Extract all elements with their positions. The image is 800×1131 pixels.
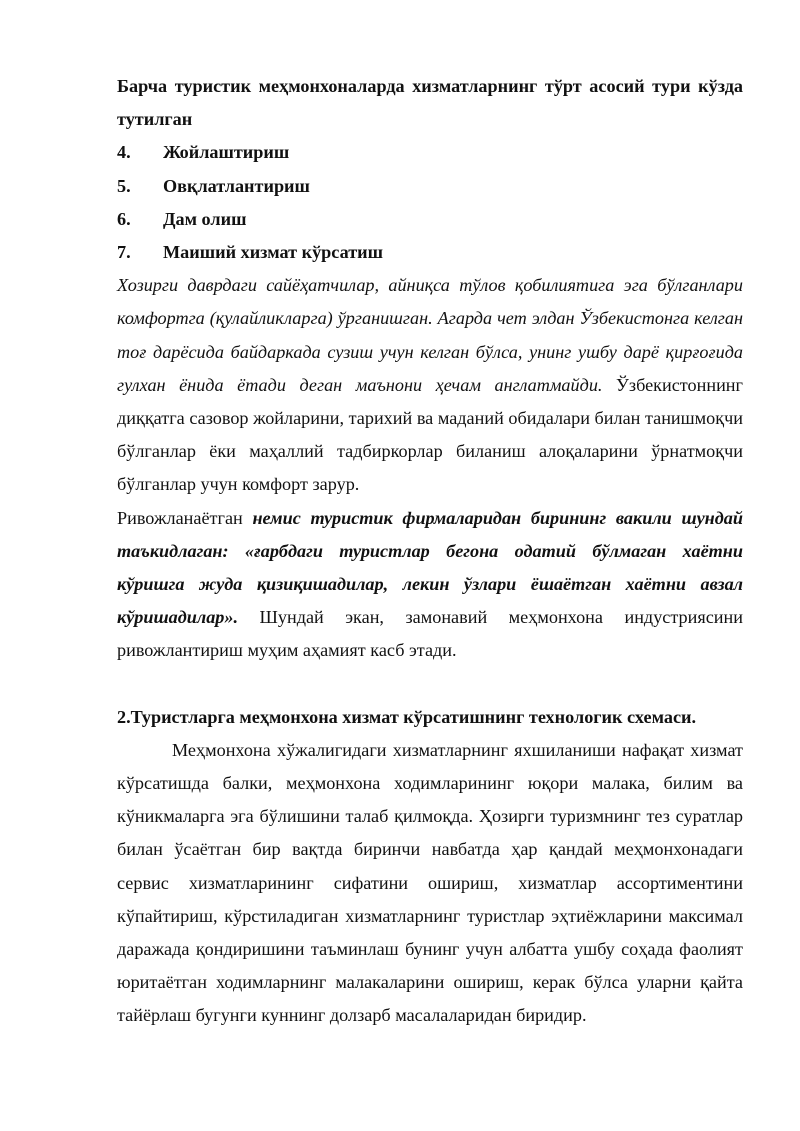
spacer — [117, 668, 743, 701]
paragraph-quote-lead: Ривожланаётган — [117, 507, 253, 528]
paragraph-comfort-italic: Хозирги даврдаги сайёҳатчилар, айниқса тўлов қобилиятига эга бўлганлари комфортга (қулайликларга) ўрганишган. Агарда чет элдан Ўзбекистонга келган тоғ дарёсида байдаркада сузиш учун келган бўлса, унинг ушбу дарё қирғоғида гулхан ёнида ётади деган маънони ҳечам англатмайди. — [117, 275, 743, 395]
list-item-number: 7. — [117, 242, 131, 263]
list-item-number: 4. — [117, 142, 131, 163]
section-body: Меҳмонхона хўжалигидаги хизматларнинг яхшиланиши нафақат хизмат кўрсатишда балки, меҳмонхона ходимларининг юқори малака, билим ва кўникмаларга эга бўлишини талаб қилмоқда. Ҳозирги туризмнинг тез суратлар билан ўсаётган бир вақтда биринчи навбатда ҳар қандай меҳмонхонадаги сервис хизматларининг сифатини ошириш, хизматлар ассортиментини кўпайтириш, кўрстиладиган хизматларнинг туристлар эҳтиёжларини максимал даражада қондиришини таъминлаш бунинг учун албатта ушбу соҳада фаолият юритаётган ходимларнинг малакаларини ошириш, керак бўлса уларни қайта тайёрлаш бугунги куннинг долзарб масалаларидан биридир. — [117, 739, 743, 1026]
list-item-number: 6. — [117, 208, 131, 229]
list-item-number: 5. — [117, 175, 131, 196]
list-item — [117, 136, 743, 169]
paragraph-quote — [117, 502, 743, 668]
services-list — [117, 136, 743, 269]
paragraph-comfort — [117, 269, 743, 501]
list-item-label: Дам олиш — [163, 208, 247, 229]
document-page — [117, 70, 743, 1033]
section-heading: 2.Туристларга меҳмонхона хизмат кўрсатишнинг технологик схемаси. — [117, 706, 697, 727]
quote-text: немис туристик фирмаларидан бирининг вакили шундай таъкидлаган: «ғарбдаги туристлар бегона одатий бўлмаган хаётни кўришга жуда қизиқишадилар, лекин ўзлари ёшаётган хаётни авзал кўришадилар». — [117, 507, 743, 628]
list-item-label: Жойлаштириш — [163, 142, 290, 163]
list-item-label: Овқлатлантириш — [163, 175, 310, 196]
list-item — [117, 203, 743, 236]
list-item — [117, 170, 743, 203]
list-item-label: Маиший хизмат кўрсатиш — [163, 242, 383, 263]
paragraph-comfort-regular: Ўзбекистоннинг диққатга сазовор жойларини, тарихий ва маданий обидалари билан танишмоқчи бўлганлар ёки маҳаллий тадбиркорлар биланиш алоқаларини ўрнатмоқчи бўлганлар учун комфорт зарур. — [117, 374, 743, 495]
list-item — [117, 236, 743, 269]
intro-title: Барча туристик меҳмонхоналарда хизматларнинг тўрт асосий тури кўзда тутилган — [117, 76, 743, 130]
paragraph-quote-tail: Шундай экан, замонавий меҳмонхона индустриясини ривожлантириш муҳим аҳамият касб этади. — [117, 607, 743, 661]
